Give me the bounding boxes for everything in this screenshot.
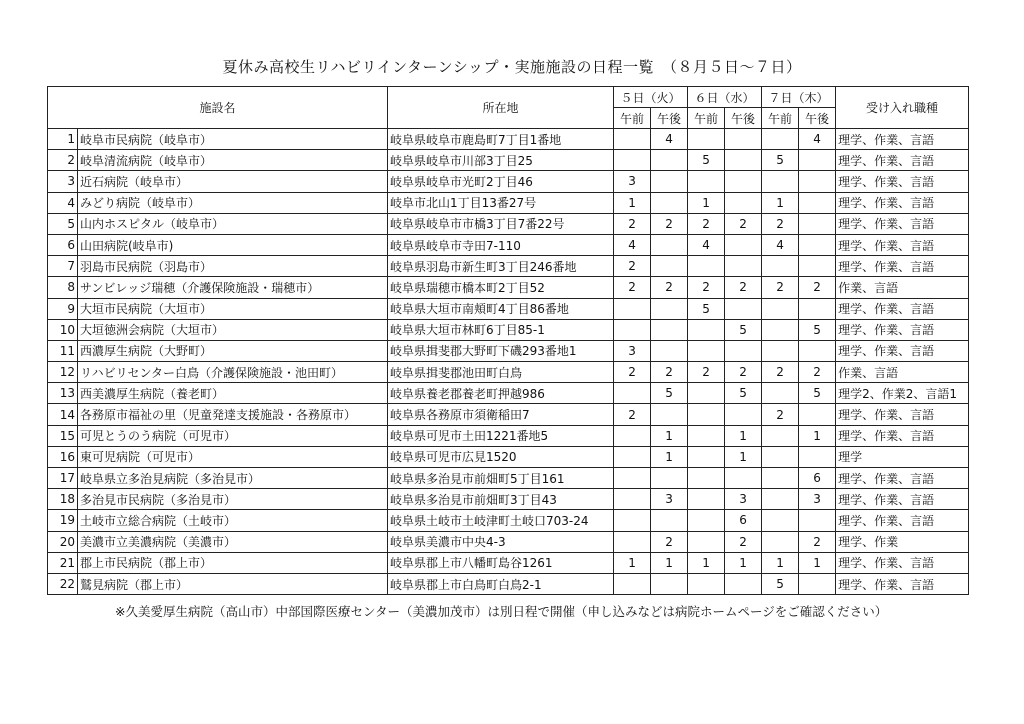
header-day6: ６日（水） [688,87,762,108]
facility-name: 近石病院（岐阜市） [78,171,388,192]
header-day7: ７日（木） [762,87,836,108]
table-row [48,298,969,319]
day7-am-count: 2 [762,362,799,383]
day5-pm-count: 2 [651,213,688,234]
day6-am-count [688,319,725,340]
day5-pm-count [651,404,688,425]
day6-pm-count: 5 [725,383,762,404]
day5-pm-count: 1 [651,446,688,467]
day5-am-count [614,150,651,171]
day5-pm-count [651,256,688,277]
table-row [48,192,969,213]
day6-am-count [688,446,725,467]
row-number: 20 [48,531,78,552]
day6-am-count: 5 [688,298,725,319]
facility-address: 岐阜県美濃市中央4-3 [388,531,614,552]
day7-pm-count: 5 [799,383,836,404]
table-row [48,319,969,340]
facility-name: みどり病院（岐阜市） [78,192,388,213]
facility-address: 岐阜県岐阜市鹿島町7丁目1番地 [388,129,614,150]
day6-am-count: 4 [688,234,725,255]
day7-am-count [762,468,799,489]
header-staff: 受け入れ職種 [836,87,969,129]
day6-am-count: 2 [688,213,725,234]
staff-types: 理学、作業、言語 [836,489,969,510]
day5-am-count: 4 [614,234,651,255]
day6-am-count [688,510,725,531]
facility-address: 岐阜県揖斐郡池田町白鳥 [388,362,614,383]
staff-types: 理学2、作業2、言語1 [836,383,969,404]
day6-am-count [688,531,725,552]
day6-pm-count [725,298,762,319]
table-row [48,510,969,531]
day5-pm-count [651,150,688,171]
day5-am-count: 3 [614,171,651,192]
day7-am-count: 4 [762,234,799,255]
footnote: ※久美愛厚生病院（高山市）中部国際医療センター（美濃加茂市）は別日程で開催（申し込みなどは病院ホームページをご確認ください） [115,604,888,619]
table-row [48,531,969,552]
table-row [48,573,969,594]
day5-pm-count: 5 [651,383,688,404]
day5-pm-count [651,468,688,489]
day7-am-count [762,489,799,510]
schedule-body [48,129,969,595]
staff-types: 理学、作業、言語 [836,234,969,255]
day7-am-count [762,340,799,361]
day6-am-count [688,425,725,446]
day6-am-count [688,256,725,277]
header-day5: ５日（火） [614,87,688,108]
header-day6-am: 午前 [688,108,725,129]
staff-types: 理学、作業、言語 [836,192,969,213]
day6-pm-count [725,404,762,425]
day5-pm-count: 2 [651,362,688,383]
facility-address: 岐阜県大垣市林町6丁目85-1 [388,319,614,340]
day5-am-count [614,531,651,552]
row-number: 22 [48,573,78,594]
facility-address: 岐阜県岐阜市光町2丁目46 [388,171,614,192]
day7-pm-count [799,234,836,255]
staff-types: 作業、言語 [836,362,969,383]
day7-am-count [762,319,799,340]
day5-pm-count [651,573,688,594]
day7-pm-count: 6 [799,468,836,489]
row-number: 5 [48,213,78,234]
staff-types: 理学、作業、言語 [836,510,969,531]
day5-pm-count [651,510,688,531]
staff-types: 作業、言語 [836,277,969,298]
table-row [48,446,969,467]
table-row [48,150,969,171]
day6-am-count: 2 [688,362,725,383]
day6-am-count: 1 [688,192,725,213]
staff-types: 理学、作業 [836,531,969,552]
facility-name: 大垣市民病院（大垣市） [78,298,388,319]
day5-pm-count [651,234,688,255]
staff-types: 理学、作業、言語 [836,129,969,150]
facility-address: 岐阜県多治見市前畑町3丁目43 [388,489,614,510]
facility-name: サンビレッジ瑞穂（介護保険施設・瑞穂市） [78,277,388,298]
facility-address: 岐阜県揖斐郡大野町下磯293番地1 [388,340,614,361]
day7-pm-count: 2 [799,277,836,298]
day6-am-count: 5 [688,150,725,171]
day7-pm-count [799,573,836,594]
staff-types: 理学、作業、言語 [836,340,969,361]
facility-address: 岐阜県岐阜市川部3丁目25 [388,150,614,171]
day7-pm-count [799,340,836,361]
row-number: 3 [48,171,78,192]
day5-pm-count [651,298,688,319]
day7-am-count [762,383,799,404]
day6-pm-count [725,234,762,255]
day5-am-count [614,319,651,340]
day7-pm-count [799,192,836,213]
row-number: 17 [48,468,78,489]
day6-pm-count [725,192,762,213]
staff-types: 理学、作業、言語 [836,256,969,277]
table-row [48,213,969,234]
day5-am-count [614,129,651,150]
day7-am-count: 1 [762,192,799,213]
facility-name: 可児とうのう病院（可児市） [78,425,388,446]
day7-pm-count [799,298,836,319]
day5-pm-count [651,319,688,340]
day5-pm-count: 3 [651,489,688,510]
day5-pm-count: 2 [651,531,688,552]
day7-am-count [762,298,799,319]
facility-address: 岐阜県土岐市土岐津町土岐口703-24 [388,510,614,531]
day5-am-count [614,573,651,594]
day6-pm-count [725,573,762,594]
day7-am-count [762,129,799,150]
day6-pm-count [725,340,762,361]
staff-types: 理学、作業、言語 [836,213,969,234]
facility-address: 岐阜県瑞穂市橋本町2丁目52 [388,277,614,298]
day6-am-count: 2 [688,277,725,298]
staff-types: 理学、作業、言語 [836,552,969,573]
day7-am-count [762,425,799,446]
day7-am-count [762,531,799,552]
staff-types: 理学、作業、言語 [836,404,969,425]
day7-am-count: 5 [762,150,799,171]
day6-am-count [688,573,725,594]
day6-pm-count: 2 [725,277,762,298]
day5-am-count [614,446,651,467]
day6-pm-count [725,468,762,489]
day6-am-count [688,129,725,150]
facility-address: 岐阜県大垣市南頬町4丁目86番地 [388,298,614,319]
day7-pm-count: 1 [799,425,836,446]
day5-pm-count: 2 [651,277,688,298]
row-number: 18 [48,489,78,510]
day7-am-count [762,171,799,192]
facility-address: 岐阜県岐阜市市橋3丁目7番22号 [388,213,614,234]
day7-am-count: 1 [762,552,799,573]
row-number: 10 [48,319,78,340]
row-number: 15 [48,425,78,446]
facility-address: 岐阜県多治見市前畑町5丁目161 [388,468,614,489]
day6-pm-count [725,256,762,277]
facility-address: 岐阜県岐阜市寺田7-110 [388,234,614,255]
schedule-table [47,86,969,595]
facility-address: 岐阜県羽島市新生町3丁目246番地 [388,256,614,277]
table-row [48,383,969,404]
day7-pm-count [799,446,836,467]
day5-am-count [614,298,651,319]
day5-pm-count [651,171,688,192]
facility-name: 美濃市立美濃病院（美濃市） [78,531,388,552]
facility-name: リハビリセンター白鳥（介護保険施設・池田町） [78,362,388,383]
day6-pm-count [725,171,762,192]
day7-pm-count: 3 [799,489,836,510]
staff-types: 理学 [836,446,969,467]
facility-address: 岐阜県養老郡養老町押越986 [388,383,614,404]
day7-pm-count: 2 [799,531,836,552]
table-row [48,340,969,361]
day5-pm-count [651,340,688,361]
facility-address: 岐阜県郡上市八幡町島谷1261 [388,552,614,573]
day6-am-count [688,468,725,489]
day7-am-count: 2 [762,277,799,298]
table-row [48,425,969,446]
row-number: 4 [48,192,78,213]
day5-pm-count [651,192,688,213]
day5-am-count [614,425,651,446]
day6-am-count [688,340,725,361]
day5-pm-count: 4 [651,129,688,150]
facility-name: 多治見市民病院（多治見市） [78,489,388,510]
row-number: 2 [48,150,78,171]
table-row [48,256,969,277]
row-number: 6 [48,234,78,255]
facility-name: 西濃厚生病院（大野町） [78,340,388,361]
staff-types: 理学、作業、言語 [836,425,969,446]
day7-am-count [762,510,799,531]
day6-am-count: 1 [688,552,725,573]
row-number: 14 [48,404,78,425]
day7-pm-count [799,404,836,425]
day5-am-count: 2 [614,213,651,234]
day7-pm-count: 5 [799,319,836,340]
day7-am-count: 2 [762,404,799,425]
day5-am-count: 1 [614,192,651,213]
document-title: 夏休み高校生リハビリインターンシップ・実施施設の日程一覧 （８月５日〜７日） [222,58,802,76]
row-number: 9 [48,298,78,319]
day6-am-count [688,489,725,510]
facility-name: 岐阜県立多治見病院（多治見市） [78,468,388,489]
day5-pm-count: 1 [651,552,688,573]
day6-pm-count: 6 [725,510,762,531]
table-row [48,171,969,192]
day6-am-count [688,404,725,425]
day7-pm-count [799,510,836,531]
staff-types: 理学、作業、言語 [836,573,969,594]
table-row [48,404,969,425]
day6-pm-count: 1 [725,552,762,573]
header-day6-pm: 午後 [725,108,762,129]
staff-types: 理学、作業、言語 [836,468,969,489]
day7-am-count [762,446,799,467]
day7-pm-count [799,256,836,277]
day5-pm-count: 1 [651,425,688,446]
day7-am-count [762,256,799,277]
day6-pm-count: 2 [725,213,762,234]
header-day7-pm: 午後 [799,108,836,129]
table-row [48,277,969,298]
facility-name: 郡上市民病院（郡上市） [78,552,388,573]
facility-name: 岐阜市民病院（岐阜市） [78,129,388,150]
day5-am-count [614,468,651,489]
header-day5-pm: 午後 [651,108,688,129]
facility-name: 羽島市民病院（羽島市） [78,256,388,277]
row-number: 7 [48,256,78,277]
day7-am-count: 2 [762,213,799,234]
row-number: 16 [48,446,78,467]
staff-types: 理学、作業、言語 [836,150,969,171]
day7-pm-count: 1 [799,552,836,573]
facility-name: 山田病院(岐阜市) [78,234,388,255]
facility-address: 岐阜市北山1丁目13番27号 [388,192,614,213]
day6-pm-count [725,150,762,171]
day6-pm-count: 2 [725,362,762,383]
table-row [48,489,969,510]
day6-pm-count: 2 [725,531,762,552]
facility-address: 岐阜県郡上市白鳥町白鳥2-1 [388,573,614,594]
facility-address: 岐阜県可児市広見1520 [388,446,614,467]
staff-types: 理学、作業、言語 [836,298,969,319]
row-number: 13 [48,383,78,404]
day7-pm-count [799,213,836,234]
header-facility: 施設名 [48,87,388,129]
day5-am-count [614,383,651,404]
staff-types: 理学、作業、言語 [836,171,969,192]
facility-name: 土岐市立総合病院（土岐市） [78,510,388,531]
row-number: 19 [48,510,78,531]
header-address: 所在地 [388,87,614,129]
table-row [48,468,969,489]
day6-pm-count [725,129,762,150]
day6-am-count [688,383,725,404]
header-day5-am: 午前 [614,108,651,129]
facility-name: 大垣徳洲会病院（大垣市） [78,319,388,340]
day7-pm-count: 2 [799,362,836,383]
day6-pm-count: 1 [725,425,762,446]
row-number: 21 [48,552,78,573]
row-number: 8 [48,277,78,298]
day6-pm-count: 5 [725,319,762,340]
row-number: 1 [48,129,78,150]
facility-address: 岐阜県各務原市須衛稲田7 [388,404,614,425]
table-row [48,362,969,383]
facility-name: 東可児病院（可児市） [78,446,388,467]
day5-am-count: 2 [614,362,651,383]
day5-am-count: 2 [614,404,651,425]
staff-types: 理学、作業、言語 [836,319,969,340]
facility-name: 鷲見病院（郡上市） [78,573,388,594]
day6-pm-count: 3 [725,489,762,510]
facility-name: 西美濃厚生病院（養老町） [78,383,388,404]
table-row [48,552,969,573]
day5-am-count [614,489,651,510]
facility-name: 各務原市福祉の里（児童発達支援施設・各務原市） [78,404,388,425]
header-row [48,87,969,108]
facility-address: 岐阜県可児市土田1221番地5 [388,425,614,446]
day5-am-count [614,510,651,531]
day7-am-count: 5 [762,573,799,594]
day7-pm-count [799,150,836,171]
day6-pm-count: 1 [725,446,762,467]
day6-am-count [688,171,725,192]
facility-name: 岐阜清流病院（岐阜市） [78,150,388,171]
day5-am-count: 2 [614,256,651,277]
day7-pm-count: 4 [799,129,836,150]
day5-am-count: 2 [614,277,651,298]
table-row [48,129,969,150]
header-day7-am: 午前 [762,108,799,129]
row-number: 11 [48,340,78,361]
day7-pm-count [799,171,836,192]
table-row [48,234,969,255]
day5-am-count: 1 [614,552,651,573]
day5-am-count: 3 [614,340,651,361]
facility-name: 山内ホスピタル（岐阜市） [78,213,388,234]
row-number: 12 [48,362,78,383]
